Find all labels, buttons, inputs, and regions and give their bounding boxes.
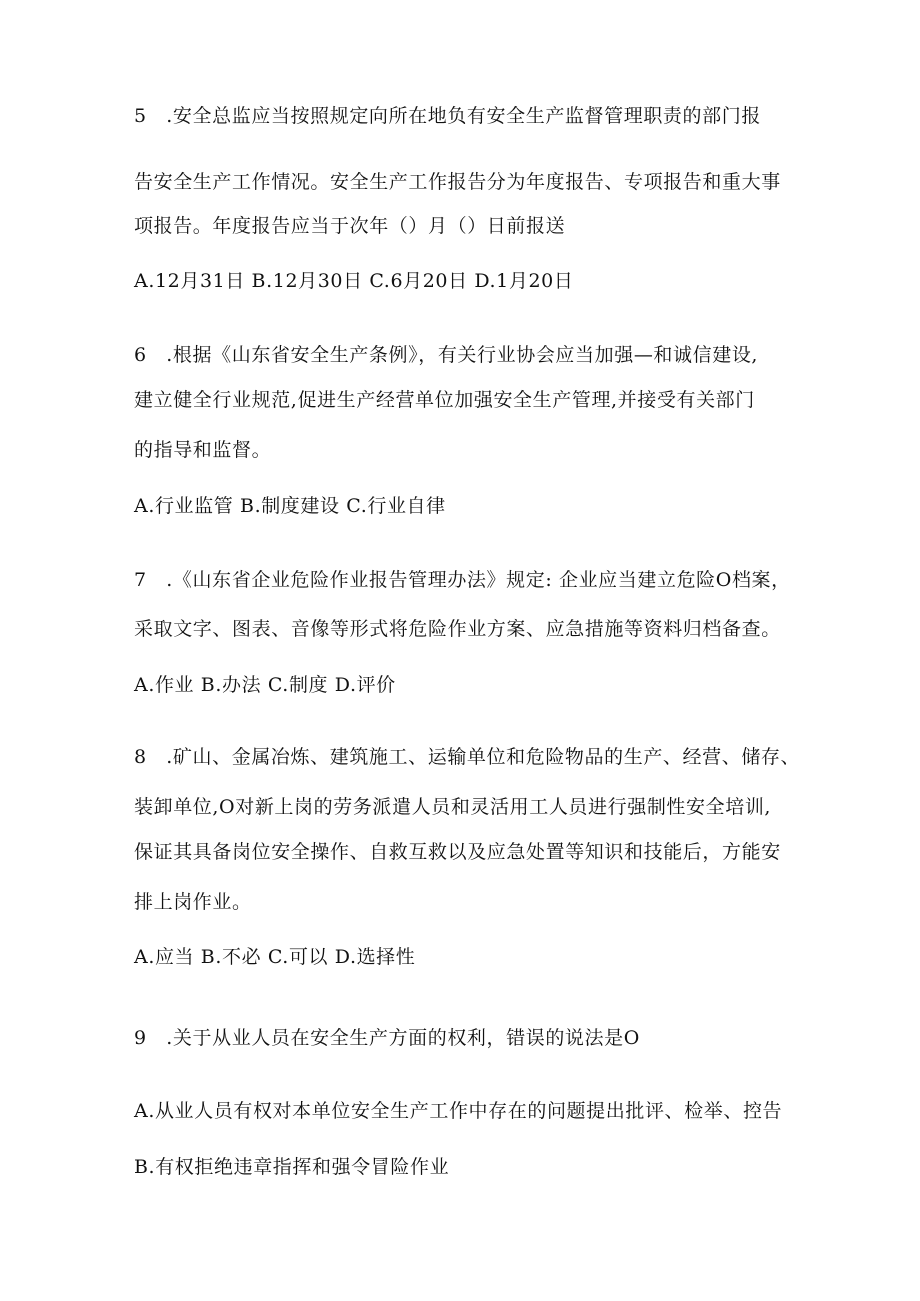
q6-line-2: 建立健全行业规范,促进生产经营单位加强安全生产管理,并接受有关部门 — [134, 389, 755, 411]
q8-line-3: 保证其具备岗位安全操作、自救互救以及应急处置等知识和技能后，方能安 — [134, 841, 781, 863]
q5-line-2: 告安全生产工作情况。安全生产工作报告分为年度报告、专项报告和重大事 — [134, 171, 781, 193]
q6-line-3: 的指导和监督。 — [134, 439, 272, 461]
q5-line-3: 项报告。年度报告应当于次年（）月（）日前报送 — [134, 215, 566, 237]
q7-line-2: 采取文字、图表、音像等形式将危险作业方案、应急措施等资料归档备查。 — [134, 618, 781, 640]
q5-options: A.12月31日 B.12月30日 C.6月20日 D.1月20日 — [134, 270, 574, 292]
q8-line-4: 排上岗作业。 — [134, 891, 252, 913]
q9-option-a: A.从业人员有权对本单位安全生产工作中存在的问题提出批评、检举、控告 — [134, 1100, 783, 1122]
q8-line-2: 装卸单位,O对新上岗的劳务派遣人员和灵活用工人员进行强制性安全培训, — [134, 796, 772, 818]
q7-line-1: 7 .《山东省企业危险作业报告管理办法》规定: 企业应当建立危险O档案， — [134, 569, 791, 591]
q8-line-1: 8 .矿山、金属冶炼、建筑施工、运输单位和危险物品的生产、经营、储存、 — [134, 746, 801, 768]
q5-line-1: 5 .安全总监应当按照规定向所在地负有安全生产监督管理职责的部门报 — [134, 105, 761, 127]
q6-options: A.行业监管 B.制度建设 C.行业自律 — [134, 495, 446, 517]
q9-line-1: 9 .关于从业人员在安全生产方面的权利，错误的说法是O — [134, 1027, 640, 1049]
q8-options: A.应当 B.不必 C.可以 D.选择性 — [134, 946, 416, 968]
q6-line-1: 6 .根据《山东省安全生产条例》，有关行业协会应当加强—和诚信建设, — [134, 344, 759, 366]
q9-option-b: B.有权拒绝违章指挥和强令冒险作业 — [134, 1156, 450, 1178]
q7-options: A.作业 B.办法 C.制度 D.评价 — [134, 674, 396, 696]
